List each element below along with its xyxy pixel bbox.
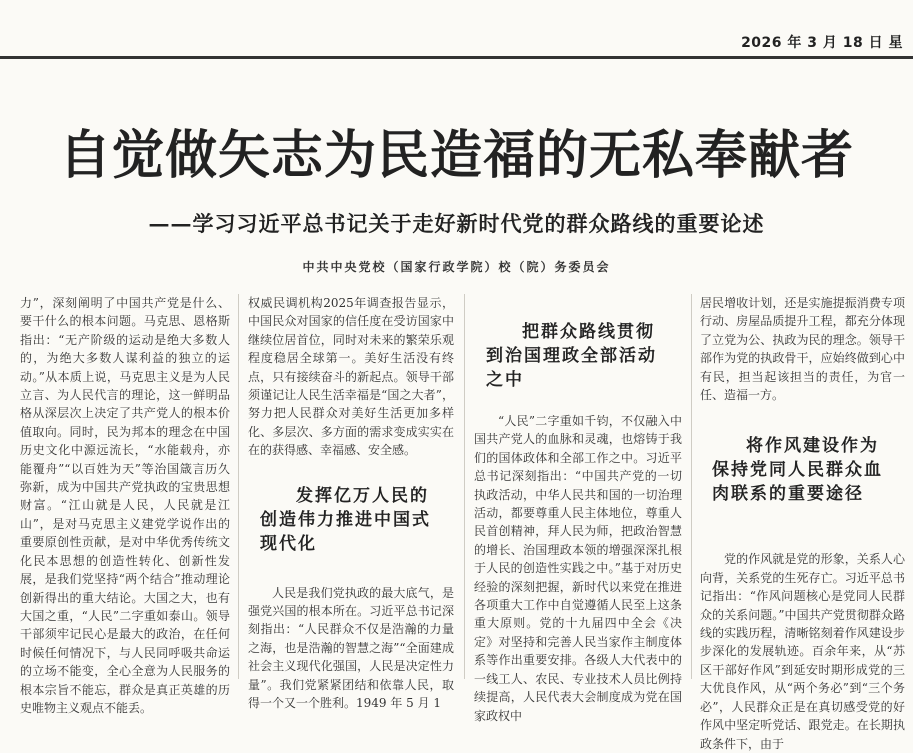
- column-divider: [464, 294, 465, 679]
- section-heading-4: [700, 434, 905, 506]
- section-heading-2-line-2: 创造伟力推进中国式: [260, 509, 431, 530]
- section-heading-3: [474, 320, 682, 392]
- article-headline: 自觉做矢志为民造福的无私奉献者: [58, 126, 854, 186]
- header-rule: [0, 56, 913, 59]
- article-column-1: [20, 294, 230, 715]
- issue-date: 2026 年 3 月 18 日 星: [741, 35, 903, 51]
- column-4-paragraph-1: 居民增收计划，还是实施提振消费专项行动、房屋品质提升工程，都充分体现了立党为公、执政为民的理念。领导干部作为党的执政骨干，应始终做到心中有民，担当起该担当的责任，为官一任、造福一方。: [700, 296, 905, 403]
- column-divider: [238, 294, 239, 679]
- column-divider: [691, 294, 692, 679]
- section-heading-3-line-3: 之中: [486, 370, 524, 390]
- article-column-2: [248, 294, 454, 711]
- section-heading-2: [248, 484, 454, 556]
- article-column-4: [700, 294, 905, 751]
- column-1-paragraph: 力”，深刻阐明了中国共产党是什么、要干什么的根本问题。马克思、恩格斯指出：“无产阶级的运动是绝大多数人的，为绝大多数人谋利益的独立的运动。”从本质上说，马克思主义是为人民立言、为人民代言的理论，这一鲜明品格从深层次上决定了共产党人的根本价值取向。同时，民为邦本的理念在中国历史文化中源远流长，“水能载舟，亦能覆舟”“以百姓为天”等治国箴言历久弥新，成为中国共产党执政的宝贵思想财富。“江山就是人民，人民就是江山”，是对马克思主义建党学说作出的重要原创性贡献，是对中华优秀传统文化民本思想的创造性转化、创新性发展，是我们党坚持“两个结合”推动理论创新得出的重大结论。大国之大，也有大国之重，“人民”二字重如泰山。领导干部须牢记民心是最大的政治，在任何时候任何情况下，与人民同呼吸共命运的立场不能变，全心全意为人民服务的根本宗旨不能忘，群众是真正英雄的历史唯物主义观点不能丢。: [20, 296, 230, 715]
- column-4-paragraph-2: 党的作风就是党的形象，关系人心向背，关系党的生死存亡。习近平总书记指出：“作风问题核心是党同人民群众的关系问题。”中国共产党贯彻群众路线的实践历程，清晰铭刻着作风建设步步深化的发展轨迹。百余年来，从“苏区干部好作风”到延安时期形成党的三大优良作风，从“两个务必”到“三个务必”，人民群众正是在真切感受党的好作风中坚定听党话、跟党走。在长期执政条件下，由于: [700, 552, 905, 751]
- article-byline: 中共中央党校（国家行政学院）校（院）务委员会: [302, 260, 611, 274]
- article-column-3: [474, 294, 682, 723]
- section-heading-4-line-2: 保持党同人民群众血: [712, 460, 883, 481]
- column-3-paragraph: “人民”二字重如千钧，不仅融入中国共产党人的血脉和灵魂，也熔铸于我们的国体政体和全部工作之中。习近平总书记深刻指出：“中国共产党的一切执政活动，中华人民共和国的一切治理活动，都要尊重人民主体地位，尊重人民首创精神，拜人民为师，把政治智慧的增长、治国理政本领的增强深深扎根于人民的创造性实践之中。”基于对历史经验的深刻把握，新时代以来党在推进各项重大工作中自觉遵循人民至上这条重大原则。党的十九届四中全会《决定》对坚持和完善人民当家作主制度体系等作出重要安排。各级人大代表中的一线工人、农民、专业技术人员比例持续提高，人民代表大会制度成为党在国家政权中: [474, 414, 682, 723]
- column-2-paragraph-2: 人民是我们党执政的最大底气，是强党兴国的根本所在。习近平总书记深刻指出：“人民群众不仅是浩瀚的力量之海，也是浩瀚的智慧之海”“全面建成社会主义现代化强国，人民是决定性力量”。我们党紧紧团结和依靠人民，取得一个又一个胜利。1949 年 5 月 1: [248, 585, 454, 711]
- article-subtitle: ——学习习近平总书记关于走好新时代党的群众路线的重要论述: [148, 211, 765, 236]
- section-heading-3-line-2: 到治国理政全部活动: [486, 346, 657, 366]
- column-2-paragraph-1: 权威民调机构2025年调查报告显示，中国民众对国家的信任度在受访国家中继续位居首位，同时对未来的繁荣乐观程度稳居全球第一。美好生活没有终点，只有接续奋斗的新起点。领导干部须谨记让人民生活幸福是“国之大者”，努力把人民群众对美好生活更加多样化、多层次、多方面的需求变成实实在在的获得感、幸福感、安全感。: [248, 296, 454, 458]
- section-heading-4-line-1: 将作风建设作为: [746, 436, 879, 457]
- section-heading-4-line-3: 肉联系的重要途径: [712, 484, 864, 505]
- section-heading-2-line-3: 现代化: [260, 533, 317, 554]
- section-heading-2-line-1: 发挥亿万人民的: [296, 485, 429, 506]
- section-heading-3-line-1: 把群众路线贯彻: [522, 322, 655, 342]
